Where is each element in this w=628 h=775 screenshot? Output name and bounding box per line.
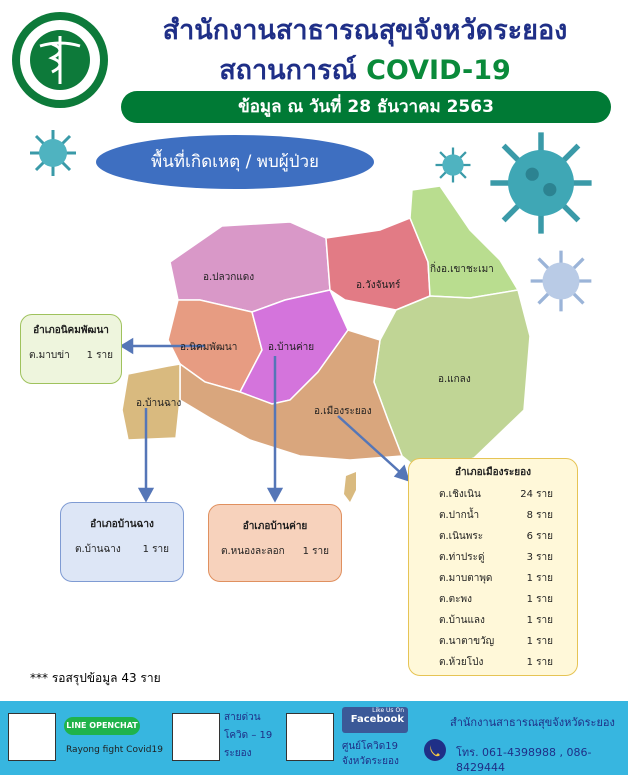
hotline-line: สายด่วน (224, 712, 261, 723)
qr-code[interactable] (172, 713, 220, 761)
footer-phone: โทร. 061-4398988 , 086-8429444 (456, 746, 592, 774)
case-area: ต.มาบตาพุด (439, 573, 493, 584)
district-label-pluak-daeng: อ.ปลวกแดง (203, 272, 255, 283)
box-nikhom (20, 314, 122, 384)
case-area: ต.ปากน้ำ (439, 510, 480, 521)
case-row (439, 610, 553, 631)
facebook-big: Facebook (350, 714, 404, 725)
box-ban-khai (208, 504, 342, 582)
section-title: พื้นที่เกิดเหตุ / พบผู้ป่วย (96, 135, 374, 189)
case-count: 1 ราย (526, 573, 553, 584)
case-count: 1 ราย (526, 615, 553, 626)
district-wang-chan (326, 218, 430, 310)
case-list (409, 484, 577, 673)
hotline-line: โควิด – 19 (224, 730, 273, 741)
district-label-khao-chamao: กิ่งอ.เขาชะเมา (430, 264, 494, 275)
hotline-line: ระยอง (224, 748, 252, 759)
date-banner: ข้อมูล ณ วันที่ 28 ธันวาคม 2563 (121, 91, 611, 123)
case-area: ต.ห้วยโป่ง (439, 657, 484, 668)
footer-org: สำนักงานสาธารณสุขจังหวัดระยอง (450, 716, 615, 729)
line-group-name: Rayong fight Covid19 (66, 745, 163, 755)
island (344, 472, 356, 502)
case-area: ต.ท่าประดู่ (439, 552, 485, 563)
case-row (221, 544, 329, 559)
district-label-mueang: อ.เมืองระยอง (314, 406, 372, 417)
page-title-org: สำนักงานสาธารณสุขจังหวัดระยอง (162, 15, 568, 46)
box-title: อำเภอนิคมพัฒนา (33, 325, 109, 336)
case-row (439, 652, 553, 673)
qr-code[interactable] (286, 713, 334, 761)
district-label-ban-khai: อ.บ้านค่าย (268, 342, 315, 353)
summary-note: *** รอสรุปข้อมูล 43 ราย (30, 671, 161, 685)
case-count: 3 ราย (526, 552, 553, 563)
line-openchat-badge[interactable]: LINE OPENCHAT (64, 717, 140, 735)
box-title: อำเภอบ้านค่าย (242, 521, 308, 532)
box-title: อำเภอเมืองระยอง (454, 467, 532, 478)
case-row (439, 631, 553, 652)
case-area: ต.เนินพระ (439, 531, 484, 542)
box-title: อำเภอบ้านฉาง (90, 519, 154, 530)
case-row (439, 589, 553, 610)
district-label-klaeng: อ.แกลง (438, 374, 471, 385)
case-count: 1 ราย (86, 350, 113, 361)
case-area: ต.นาตาขวัญ (439, 636, 495, 647)
case-row (29, 348, 113, 363)
case-row (439, 568, 553, 589)
case-row (439, 505, 553, 526)
case-count: 6 ราย (526, 531, 553, 542)
case-area: ต.เชิงเนิน (439, 489, 481, 500)
case-count: 1 ราย (526, 657, 553, 668)
case-count: 1 ราย (302, 546, 329, 557)
case-row (439, 526, 553, 547)
facebook-small: Like Us On (372, 707, 404, 714)
footer-bar (0, 701, 628, 775)
case-count: 24 ราย (520, 489, 553, 500)
case-row (439, 484, 553, 505)
case-area: ต.บ้านฉาง (75, 544, 121, 555)
box-ban-chang (60, 502, 184, 582)
hotline-text (224, 709, 272, 763)
center-line: ศูนย์โควิด19 (342, 741, 398, 752)
district-label-nikhom: อ.นิคมพัฒนา (180, 342, 238, 353)
case-row (439, 547, 553, 568)
case-area: ต.มาบข่า (29, 350, 70, 361)
qr-code[interactable] (8, 713, 56, 761)
title-covid: COVID-19 (366, 55, 511, 86)
case-count: 1 ราย (526, 594, 553, 605)
case-count: 1 ราย (142, 544, 169, 555)
phone-icon (424, 739, 446, 761)
case-row (75, 542, 169, 557)
box-mueang (408, 458, 578, 676)
facebook-badge[interactable] (342, 707, 408, 733)
case-count: 1 ราย (526, 636, 553, 647)
case-area: ต.ตะพง (439, 594, 473, 605)
title-thai: สถานการณ์ (219, 55, 357, 86)
case-count: 8 ราย (526, 510, 553, 521)
case-area: ต.บ้านแลง (439, 615, 485, 626)
center-line: จังหวัดระยอง (342, 756, 399, 767)
case-area: ต.หนองละลอก (221, 546, 285, 557)
center-text (342, 739, 399, 769)
district-label-wang-chan: อ.วังจันทร์ (356, 280, 401, 291)
district-label-ban-chang: อ.บ้านฉาง (136, 398, 182, 409)
